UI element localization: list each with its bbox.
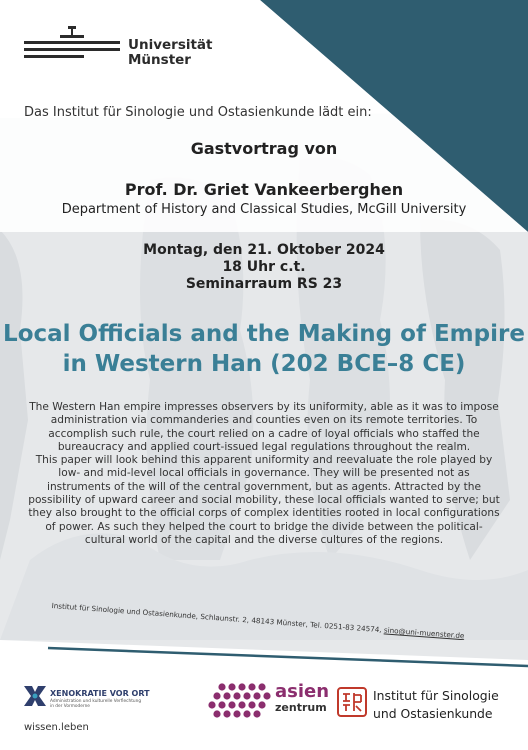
abstract [26, 401, 502, 547]
lecture-title-line2: in Western Han (202 BCE–8 CE) [62, 351, 466, 377]
event-room: Seminarraum RS 23 [185, 276, 343, 292]
abstract-paragraph-2: This paper will look behind this apparent uniformity and reevaluate the role played by low- and mid-level local officials in governance. They will be presented not as instruments of the will of the central government, but as agents. Attracted by the possibility of upward career and social mobility, these local officials wanted to serve; but they also brought to the official corps of complex identities rooted in local configurations of power. As such they helped the court to bridge the divide between the political-cultural world of the capital and the diverse cultures of the regions. [28, 454, 500, 546]
lecture-title-line1: Local Officials and the Making of Empire [3, 321, 525, 347]
asienzentrum-logo [208, 681, 328, 731]
footer-logos [0, 675, 528, 750]
seal-icon [337, 687, 367, 717]
institute-name-line2: und Ostasienkunde [373, 706, 493, 721]
xenokratie-subtitle-line2: in der Vormoderne [50, 704, 90, 709]
event-schedule [0, 242, 528, 293]
wissen-leben-logo: wissen.leben [24, 722, 89, 733]
speaker-name: Prof. Dr. Griet Vankeerberghen [124, 180, 404, 199]
asienzentrum-word-1: asien [275, 681, 330, 702]
asienzentrum-word-2: zentrum [275, 701, 327, 714]
xenokratie-icon [24, 684, 46, 708]
event-date: Montag, den 21. Oktober 2024 [143, 242, 385, 258]
lecture-title [0, 319, 528, 379]
institute-name [373, 687, 499, 723]
event-time: 18 Uhr c.t. [222, 259, 306, 275]
address-text: Institut für Sinologie und Ostasienkunde, Schlaunstr. 2, 48143 Münster, Tel. 0251-83 24574, [51, 601, 382, 635]
event-type: Gastvortrag von [190, 139, 338, 158]
speaker-affiliation: Department of History and Classical Studies, McGill University [61, 202, 467, 217]
university-logo-mark [24, 26, 120, 66]
xenokratie-subtitle [50, 699, 170, 709]
university-name-line2: Münster [128, 52, 191, 68]
institute-name-line1: Institut für Sinologie [373, 688, 499, 703]
email-link[interactable]: sino@uni-muenster.de [383, 625, 465, 641]
university-name [128, 38, 248, 68]
xenokratie-subtitle-line1: Administration und kulturelle Verflechtung [50, 699, 142, 704]
invitation-intro: Das Institut für Sinologie und Ostasienkunde lädt ein: [24, 105, 372, 120]
asienzentrum-dots-icon [208, 681, 272, 725]
xenokratie-title: XENOKRATIE VOR ORT [50, 689, 150, 698]
abstract-paragraph-1: The Western Han empire impresses observers by its uniformity, able as it was to impose administration via commanderies and counties even on its remote territories. To accomplish such rule, the court relied on a cadre of loyal officials who staffed the bureaucracy and applied court-issued legal regulations throughout the realm. [29, 401, 499, 453]
university-name-line1: Universität [128, 37, 213, 53]
